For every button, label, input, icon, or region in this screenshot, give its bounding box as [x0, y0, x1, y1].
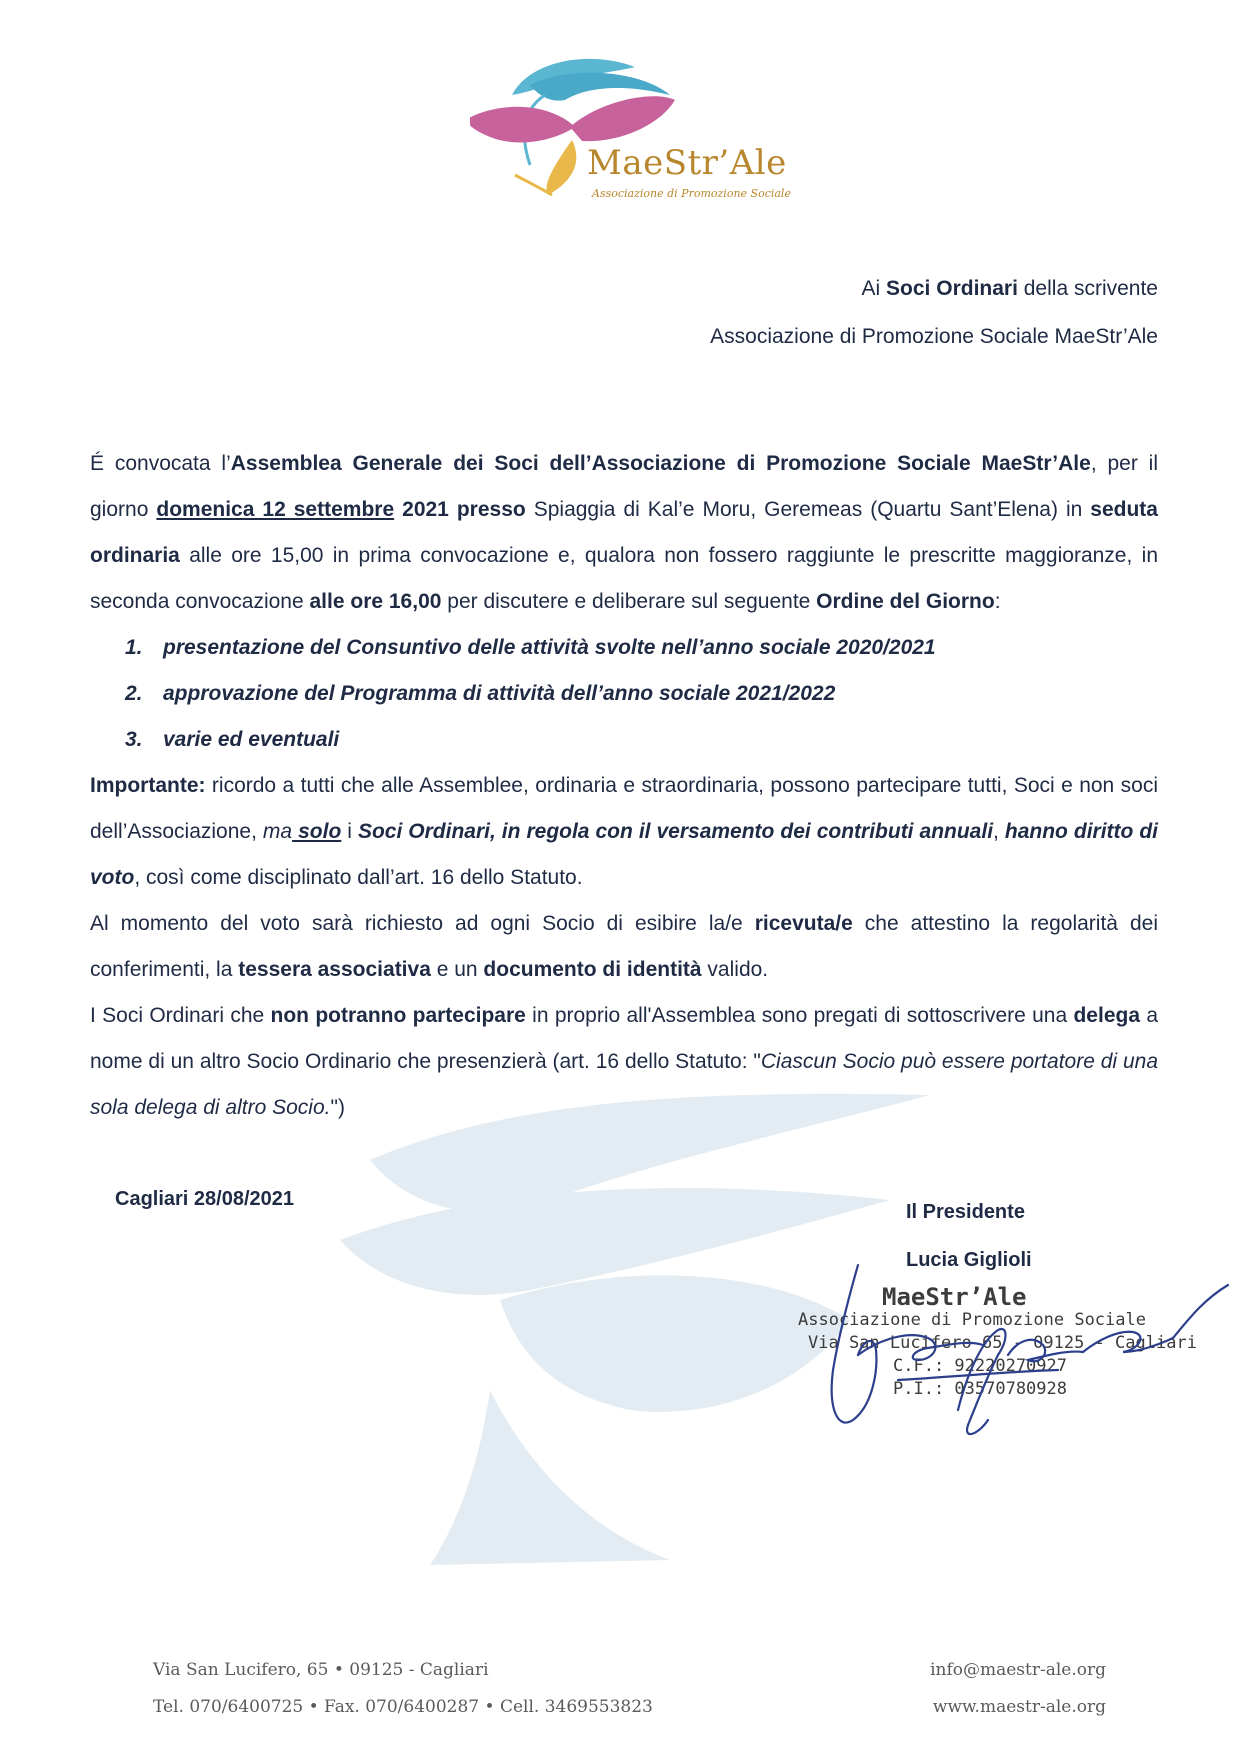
logo [470, 55, 791, 215]
agenda-item: 1. presentazione del Consuntivo delle attività svolte nell’anno sociale 2020/2021 [125, 636, 936, 659]
stamp-line-4: P.I.: 03570780928 [893, 1379, 1067, 1399]
footer-address: Via San Lucifero, 65 • 09125 - Cagliari [153, 1660, 489, 1680]
letter-body [90, 441, 1158, 1131]
vote-paragraph: Al momento del voto sarà richiesto ad ogni Socio di esibire la/e ricevuta/e che attestino la regolarità dei conferimenti, la tessera associativa e un documento di identità valido. [90, 912, 1158, 981]
agenda-item: 3. varie ed eventuali [125, 728, 340, 751]
stamp-line-1: Associazione di Promozione Sociale [798, 1310, 1146, 1330]
stamp-line-3: C.F.: 92220270927 [893, 1356, 1067, 1376]
footer-phones: Tel. 070/6400725 • Fax. 070/6400287 • Cell. 3469553823 [153, 1697, 653, 1717]
footer-website[interactable]: www.maestr-ale.org [932, 1697, 1106, 1717]
stamp-line-2: Via San Lucifero 65 - 09125 - Cagliari [808, 1333, 1197, 1353]
signatory-role: Il Presidente [906, 1201, 1025, 1223]
recipient-block [710, 265, 1158, 361]
stamp-title: MaeStr’Ale [882, 1283, 1027, 1311]
footer-contacts-left [153, 1652, 653, 1726]
agenda-item: 2. approvazione del Programma di attività dell’anno sociale 2021/2022 [125, 682, 836, 705]
footer-contacts-right [930, 1652, 1106, 1726]
logo-name: MaeStr’Ale [587, 143, 787, 183]
recipient-line-1: Ai Soci Ordinari della scrivente [861, 277, 1158, 300]
signatory-name: Lucia Giglioli [906, 1249, 1032, 1271]
logo-tagline: Associazione di Promozione Sociale [592, 187, 791, 200]
convocation-paragraph: É convocata l’Assemblea Generale dei Soci dell’Associazione di Promozione Sociale MaeStr’Ale, per il giorno domenica 12 settembre 2021 presso Spiaggia di Kal’e Moru, Geremeas (Quartu Sant’Elena) in seduta ordinaria alle ore 15,00 in prima convocazione e, qualora non fossero raggiunte le prescritte maggioranze, in seconda convocazione alle ore 16,00 per discutere e deliberare sul seguente Ordine del Giorno: [90, 452, 1158, 613]
agenda-list [90, 625, 1158, 763]
handwritten-signature [818, 1260, 1238, 1460]
important-paragraph: Importante: ricordo a tutti che alle Assemblee, ordinaria e straordinaria, possono partecipare tutti, Soci e non soci dell’Associazione, ma solo i Soci Ordinari, in regola con il versamento dei contributi annuali, hanno diritto di voto, così come disciplinato dall’art. 16 dello Statuto. [90, 774, 1159, 889]
delegate-paragraph: I Soci Ordinari che non potranno partecipare in proprio all'Assemblea sono pregati di sottoscrivere una delega a nome di un altro Socio Ordinario che presenzierà (art. 16 dello Statuto: "Ciascun Socio può essere portatore di una sola delega di altro Socio.") [90, 1004, 1159, 1119]
footer-email[interactable]: info@maestr-ale.org [930, 1660, 1106, 1680]
place-date: Cagliari 28/08/2021 [115, 1188, 295, 1210]
recipient-line-2: Associazione di Promozione Sociale MaeStr’Ale [710, 325, 1158, 348]
